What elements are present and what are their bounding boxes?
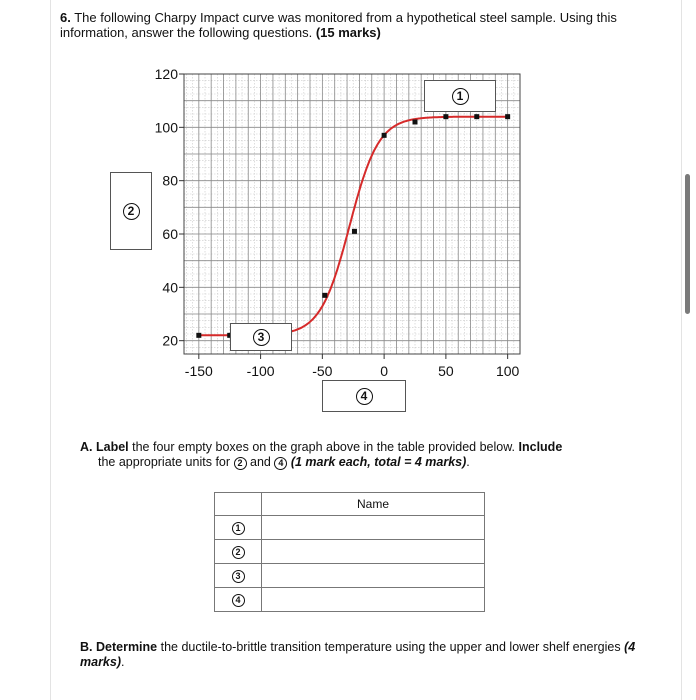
y-tick-label: 100 — [154, 119, 178, 136]
table-row — [215, 564, 485, 588]
part-b-marks: (4 marks) — [80, 640, 636, 669]
part-a-bold-include: Include — [518, 440, 563, 454]
y-tick-label: 20 — [162, 332, 178, 349]
circled-number-4: 4 — [356, 388, 373, 405]
x-tick-label: 50 — [438, 363, 454, 379]
answer-cell-4[interactable] — [262, 588, 485, 612]
answer-table — [214, 492, 485, 612]
circled-4-inline: 4 — [274, 457, 287, 470]
x-tick-label: -50 — [312, 363, 333, 379]
row-number-cell — [215, 564, 262, 588]
data-point — [352, 229, 357, 234]
part-a-and: and — [250, 455, 271, 469]
x-tick-label: -100 — [246, 363, 275, 379]
row-number-cell — [215, 588, 262, 612]
callout-box-1 — [424, 80, 496, 112]
part-b — [80, 640, 640, 670]
table-header-name: Name — [262, 493, 485, 516]
x-tick-label: 0 — [380, 363, 389, 379]
table-row — [215, 588, 485, 612]
data-point — [322, 293, 327, 298]
part-b-label: B. — [80, 640, 93, 654]
circled-1-table: 1 — [232, 522, 245, 535]
part-a-units-text: the appropriate units for — [98, 455, 231, 469]
y-tick-label: 60 — [162, 226, 178, 242]
callout-box-4 — [322, 380, 406, 412]
data-point — [443, 114, 448, 119]
data-point — [413, 120, 418, 125]
x-tick-label: 100 — [495, 363, 520, 379]
circled-2-table: 2 — [232, 546, 245, 559]
circled-number-1: 1 — [452, 88, 469, 105]
part-b-bold: Determine — [95, 640, 158, 654]
y-tick-label: 120 — [154, 66, 178, 82]
y-tick-label: 40 — [162, 279, 178, 296]
row-number-cell — [215, 540, 262, 564]
part-a-label: A. — [80, 440, 93, 454]
callout-box-3 — [230, 323, 292, 351]
circled-number-2: 2 — [123, 203, 140, 220]
question-number: 6. — [60, 10, 71, 25]
part-a-marks: (1 mark each, total = 4 marks) — [290, 455, 467, 469]
data-point — [382, 133, 387, 138]
data-point — [196, 333, 201, 338]
y-axis-ticks — [155, 66, 184, 349]
answer-cell-2[interactable] — [262, 540, 485, 564]
part-a-text-end — [80, 455, 640, 470]
circled-3-table: 3 — [232, 570, 245, 583]
answer-cell-3[interactable] — [262, 564, 485, 588]
data-point — [505, 114, 510, 119]
x-tick-label: -150 — [184, 363, 213, 379]
question-marks: (15 marks) — [315, 25, 381, 40]
answer-cell-1[interactable] — [262, 516, 485, 540]
table-header-blank — [215, 493, 262, 516]
question-text: The following Charpy Impact curve was monitored from a hypothetical steel sample. Using this information, answer the following questions. — [60, 10, 617, 40]
part-b-text: the ductile-to-brittle transition temperature using the upper and lower shelf energies — [160, 640, 621, 654]
circled-4-table: 4 — [232, 594, 245, 607]
table-header-row — [215, 493, 485, 516]
row-number-cell — [215, 516, 262, 540]
table-row — [215, 516, 485, 540]
part-a-period: . — [466, 455, 470, 469]
data-points — [196, 114, 510, 338]
callout-box-2 — [110, 172, 152, 250]
part-a-text: the four empty boxes on the graph above in the table provided below. — [132, 440, 516, 454]
part-b-period: . — [121, 655, 125, 669]
x-axis-ticks — [185, 354, 520, 379]
y-tick-label: 80 — [162, 172, 178, 189]
part-a-bold-label: Label — [95, 440, 129, 454]
part-a — [80, 440, 640, 470]
table-row — [215, 540, 485, 564]
circled-number-3: 3 — [253, 329, 270, 346]
circled-2-inline: 2 — [234, 457, 247, 470]
data-point — [474, 114, 479, 119]
